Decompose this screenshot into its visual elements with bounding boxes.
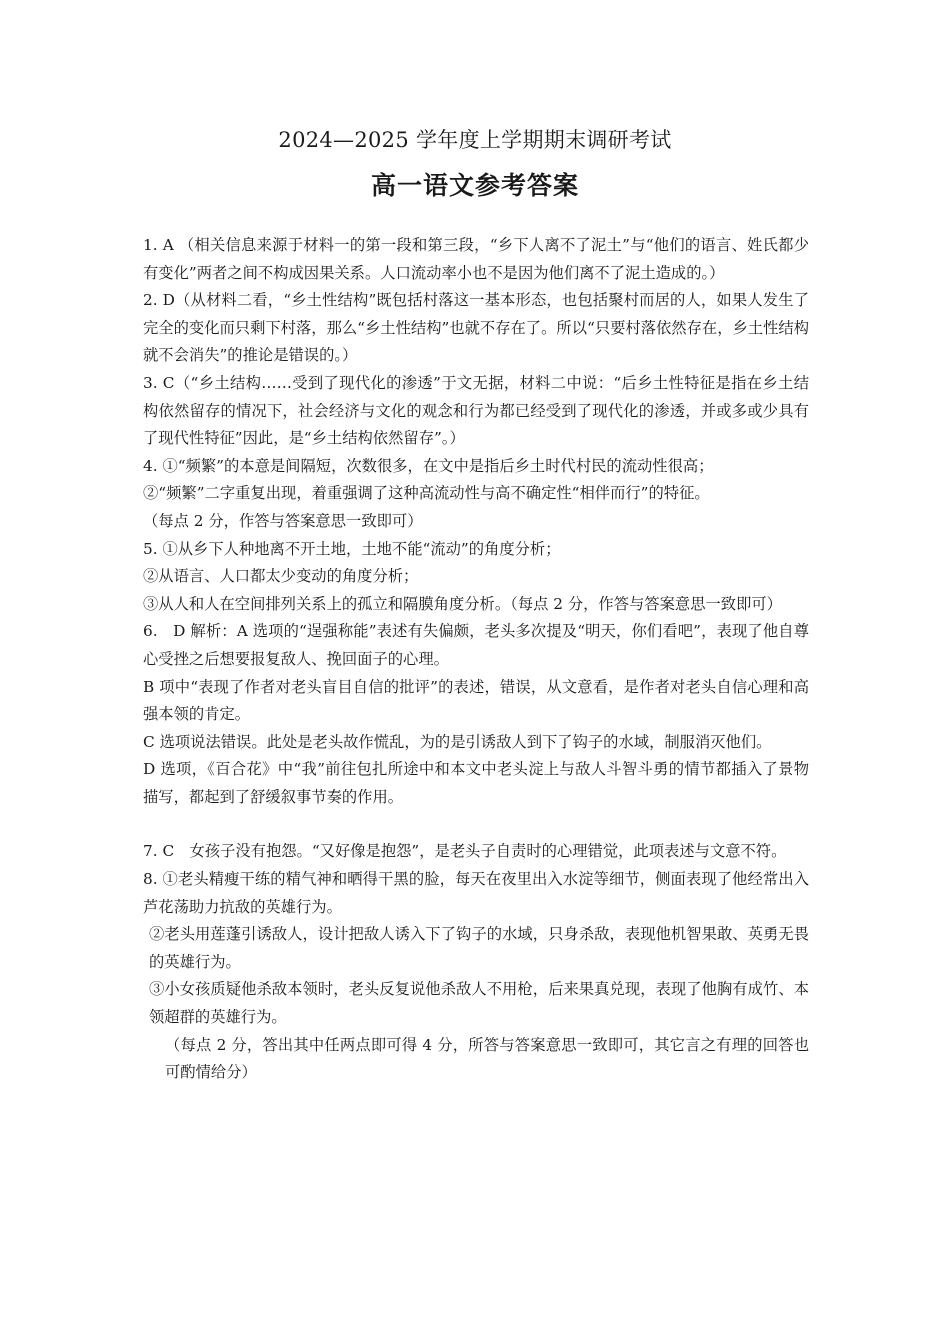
answer-2: 2. D（从材料二看，“乡土性结构”既包括村落这一基本形态，也包括聚村而居的人，如果人发生了完全的变化而只剩下村落，那么“乡土性结构”也就不存在了。所以“只要村落依然存在，乡土性结构就不会消失”的推论是错误的。） [143,291,809,365]
answer-1: 1. A （相关信息来源于材料一的第一段和第三段，“乡下人离不了泥土”与“他们的语言、姓氏都少有变化”两者之间不构成因果关系。人口流动率小也不是因为他们离不了泥土造成的。） [143,236,809,282]
answer-7: 7. C 女孩子没有抱怨。“又好像是抱怨”，是老头子自责时的心理错觉，此项表述与文意不符。 [143,842,787,861]
answer-8-point-3: ③小女孩质疑他杀敌本领时，老头反复说他杀敌人不用枪，后来果真兑现，表现了他胸有成竹、本领超群的英雄行为。 [149,980,809,1027]
answer-8-scoring-note: （每点 2 分，答出其中任两点即可得 4 分，所答与答案意思一致即可，其它言之有理的回答也可酌情给分） [165,1035,809,1082]
answer-6-a: 6. D 解析：A 选项的“逞强称能”表述有失偏颇，老头多次提及“明天，你们看吧”，表现了他自尊心受挫之后想要报复敌人、挽回面子的心理。 [143,622,809,668]
answer-4-point-2: ②“频繁”二字重复出现，着重强调了这种高流动性与高不确定性“相伴而行”的特征。 [143,484,710,503]
paragraph-gap [143,811,809,838]
answer-4-scoring-note: （每点 2 分，作答与答案意思一致即可） [143,511,423,530]
answer-8-point-1: 8. ①老头精瘦干练的精气神和晒得干黑的脸，每天在夜里出入水淀等细节，侧面表现了他经常出入芦花荡助力抗敌的英雄行为。 [143,870,809,916]
answer-6-c: C 选项说法错误。此处是老头故作慌乱，为的是引诱敌人到下了钩子的水域，制服消灭他们。 [143,732,772,751]
document-title: 高一语文参考答案 [370,171,579,200]
answer-5-point-2: ②从语言、人口都太少变动的角度分析； [143,567,419,586]
answer-content [143,232,809,1087]
answer-6-d: D 选项，《百合花》中“我”前往包扎所途中和本文中老头淀上与敌人斗智斗勇的情节都插入了景物描写，都起到了舒缓叙事节奏的作用。 [143,760,809,806]
exam-title: 2024—2025 学年度上学期期末调研考试 [278,128,672,152]
answer-5-point-3: ③从人和人在空间排列关系上的孤立和隔膜角度分析。（每点 2 分，作答与答案意思一致即可） [143,594,782,613]
answer-8-point-2: ②老头用莲蓬引诱敌人，设计把敌人诱入下了钩子的水域，只身杀敌，表现他机智果敢、英勇无畏的英雄行为。 [149,925,809,971]
answer-6-b: B 项中“表现了作者对老头盲目自信的批评”的表述，错误，从文意看，是作者对老头自信心理和高强本领的肯定。 [143,677,809,724]
answer-3: 3. C（“乡土结构……受到了现代化的渗透”于文无据，材料二中说：“后乡土性特征是指在乡土结构依然留存的情况下，社会经济与文化的观念和行为都已经受到了现代化的渗透，并或多或少具有了现代性特征”因此，是“乡土结构依然留存”。） [143,373,809,448]
answer-4-point-1: 4. ①“频繁”的本意是间隔短，次数很多，在文中是指后乡土时代村民的流动性很高； [143,456,714,475]
answer-5-point-1: 5. ①从乡下人种地离不开土地，土地不能“流动”的角度分析； [143,539,561,558]
